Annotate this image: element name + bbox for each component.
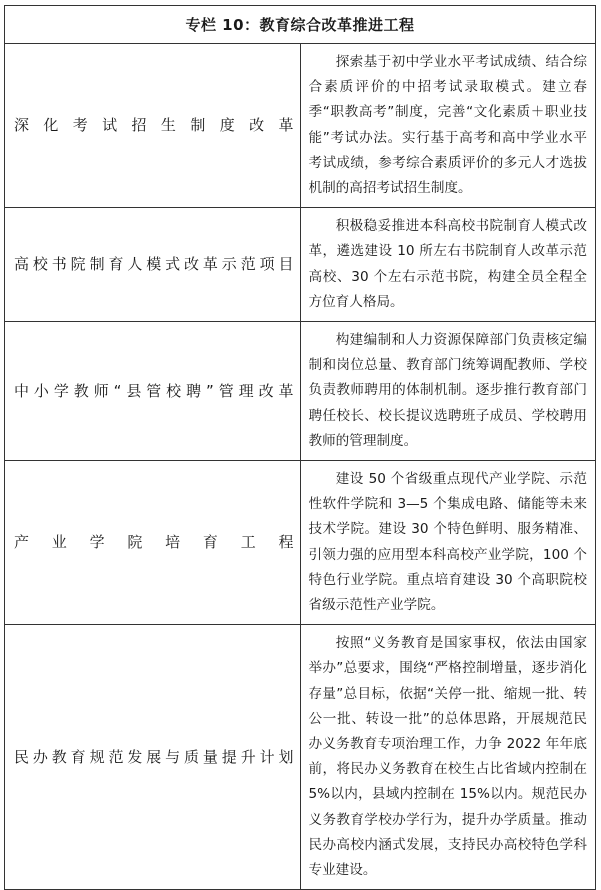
row-content: 按照“义务教育是国家事权，依法由国家举办”总要求，围绕“严格控制增量，逐步消化存量”总目标，依据“关停一批、缩规一批、转公一批、转设一批”的总体思路，开展规范民办义务教育专项治理工作，力争 2022 年年底前，将民办义务教育在校生占比省域内控制在 5%以内，县域内控制在 15%以内。规范民办义务教育学校办学行为，提升办学质量。推动民办高校内涵式发展，支持民办高校特色学科专业建设。 (300, 625, 596, 890)
table-row (5, 625, 596, 890)
table-row (5, 208, 596, 322)
project-column-table (4, 5, 596, 890)
row-label: 深化考试招生制度改革 (5, 44, 301, 208)
row-content: 建设 50 个省级重点现代产业学院、示范性软件学院和 3—5 个集成电路、储能等未来技术学院。建设 30 个特色鲜明、服务精准、引领力强的应用型本科高校产业学院，100 个特色行业学院。重点培育建设 30 个高职院校省级示范性产业学院。 (300, 461, 596, 625)
row-content: 构建编制和人力资源保障部门负责核定编制和岗位总量、教育部门统筹调配教师、学校负责教师聘用的体制机制。逐步推行教育部门聘任校长、校长提议选聘班子成员、学校聘用教师的管理制度。 (300, 322, 596, 461)
table-header-row (5, 6, 596, 44)
row-label: 民办教育规范发展与质量提升计划 (5, 625, 301, 890)
row-label: 高校书院制育人模式改革示范项目 (5, 208, 301, 322)
row-label: 产业学院培育工程 (5, 461, 301, 625)
row-label: 中小学教师“县管校聘”管理改革 (5, 322, 301, 461)
row-content: 积极稳妥推进本科高校书院制育人模式改革，遴选建设 10 所左右书院制育人改革示范高校、30 个左右示范书院，构建全员全程全方位育人格局。 (300, 208, 596, 322)
table-row (5, 461, 596, 625)
table-row (5, 44, 596, 208)
table-title: 专栏 10：教育综合改革推进工程 (5, 6, 596, 44)
row-content: 探索基于初中学业水平考试成绩、结合综合素质评价的中招考试录取模式。建立春季“职教高考”制度，完善“文化素质＋职业技能”考试办法。实行基于高考和高中学业水平考试成绩，参考综合素质评价的多元人才选拔机制的高招考试招生制度。 (300, 44, 596, 208)
table-row (5, 322, 596, 461)
